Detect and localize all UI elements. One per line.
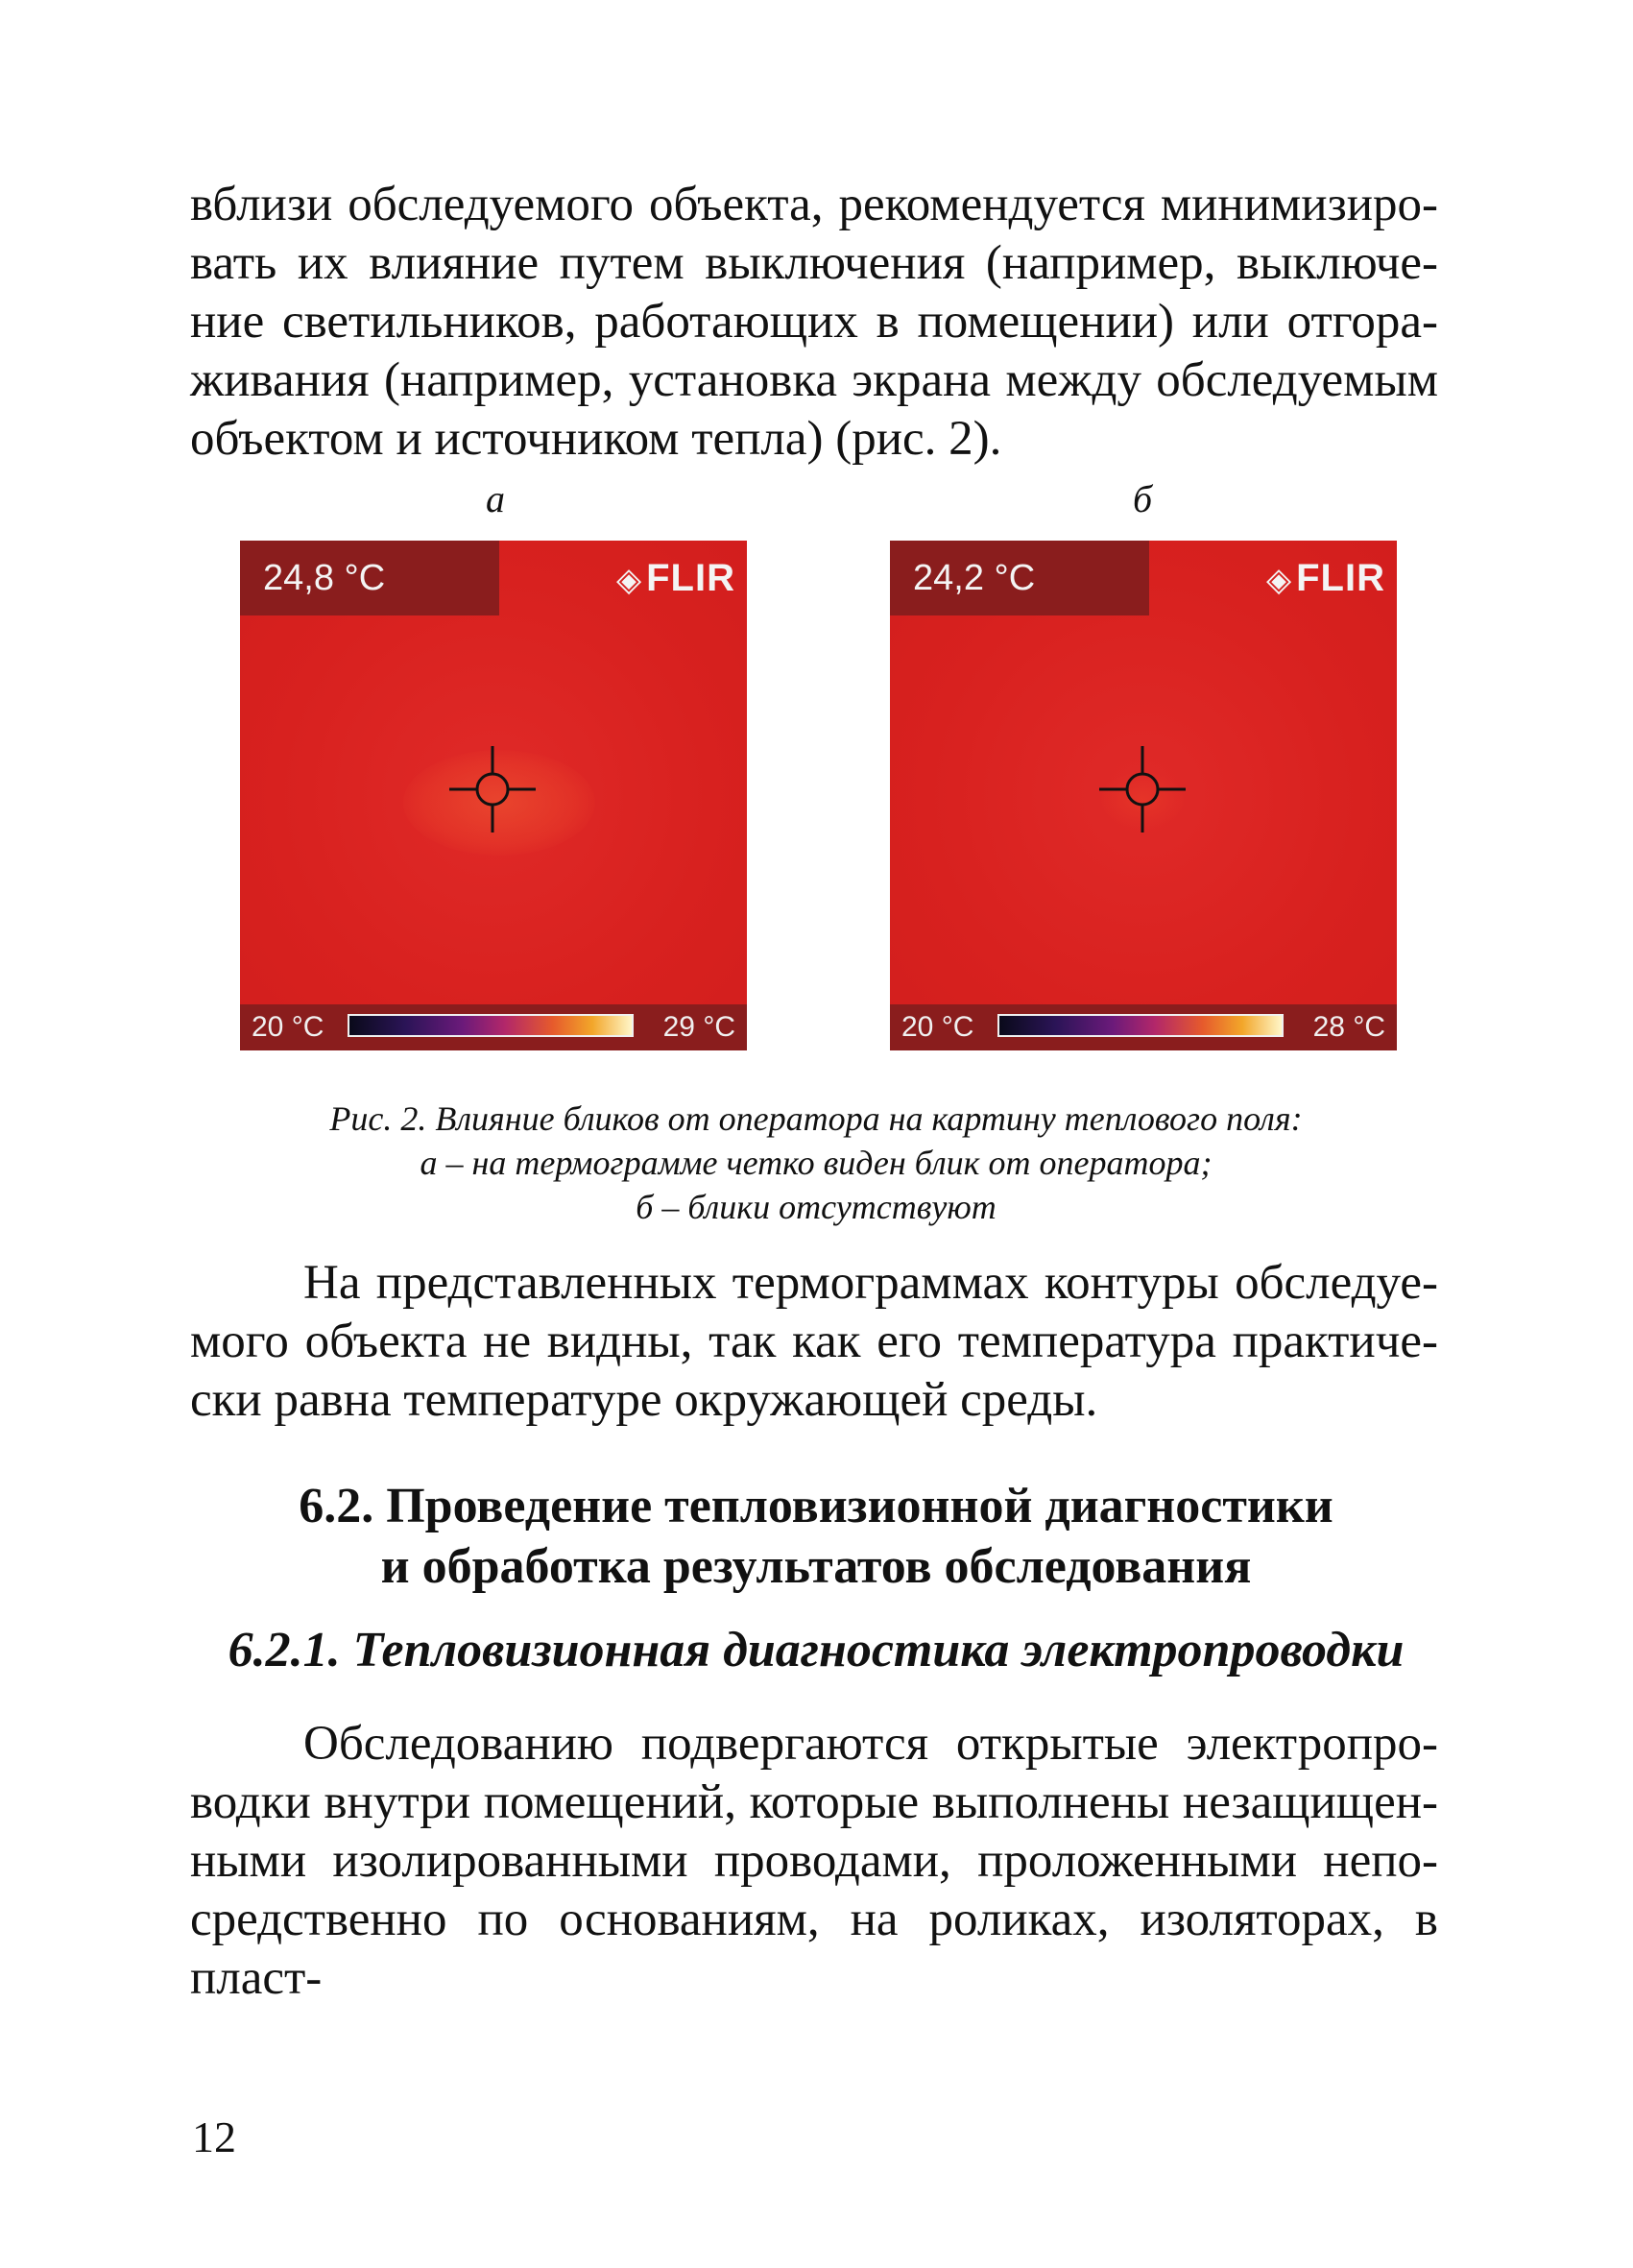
text-line: Обследованию подвергаются открытые электропро- (303, 1717, 1438, 1771)
thermogram-a (240, 541, 747, 1050)
paragraph-observation (190, 1254, 1438, 1430)
text-line: вать их влияние путем выключения (например, выключе- (190, 236, 1438, 290)
text-line: На представленных термограммах контуры обследуе- (303, 1256, 1438, 1310)
crosshair-icon (1099, 746, 1186, 832)
text-line: пласт- (190, 1951, 323, 2005)
spot-temperature: 24,8 °C (240, 541, 499, 615)
color-scale (348, 1014, 634, 1037)
text-line: ски равна температуре окружающей среды. (190, 1373, 1098, 1427)
heading-line: 6.2. Проведение тепловизионной диагностики (299, 1479, 1333, 1533)
figure-label-a: а (486, 477, 505, 520)
flir-logo-text: FLIR (1296, 557, 1385, 599)
caption-line: Рис. 2. Влияние бликов от оператора на картину теплового поля: (329, 1099, 1303, 1138)
subsection-heading: 6.2.1. Тепловизионная диагностика электропроводки (228, 1623, 1405, 1677)
section-heading (144, 1476, 1488, 1597)
scale-max-label: 29 °C (652, 1004, 747, 1050)
text-line: ными изолированными проводами, проложенными непо- (190, 1834, 1438, 1888)
paragraph-intro (190, 176, 1438, 469)
text-line: средственно по основаниям, на роликах, изоляторах, в (190, 1893, 1438, 1946)
figure-caption (144, 1097, 1488, 1229)
text-line: вблизи обследуемого объекта, рекомендуется минимизиро- (190, 178, 1438, 231)
text-line: ние светильников, работающих в помещении) или отгора- (190, 295, 1438, 349)
scale-min-label: 20 °C (240, 1004, 335, 1050)
flir-logo (1266, 554, 1385, 604)
caption-line: б – блики отсутствуют (636, 1188, 997, 1226)
color-scale (997, 1014, 1284, 1037)
flir-diamond-icon: ◈ (1265, 562, 1293, 598)
thermogram-b (890, 541, 1397, 1050)
flir-logo (616, 554, 735, 604)
scale-max-label: 28 °C (1302, 1004, 1397, 1050)
flir-diamond-icon: ◈ (615, 562, 643, 598)
text-line: живания (например, установка экрана между обследуемым (190, 353, 1438, 407)
text-line: объектом и источником тепла) (рис. 2). (190, 412, 1002, 466)
text-line: водки внутри помещений, которые выполнены незащищен- (190, 1775, 1438, 1829)
page-number: 12 (192, 2112, 236, 2161)
paragraph-wiring (190, 1715, 1438, 2008)
figure-label-b: б (1133, 477, 1153, 520)
spot-temperature: 24,2 °C (890, 541, 1149, 615)
flir-logo-text: FLIR (646, 557, 735, 599)
crosshair-icon (449, 746, 536, 832)
scale-min-label: 20 °C (890, 1004, 985, 1050)
heading-line: и обработка результатов обследования (380, 1539, 1252, 1594)
caption-line: а – на термограмме четко виден блик от оператора; (420, 1144, 1213, 1182)
text-line: мого объекта не видны, так как его температура практиче- (190, 1315, 1438, 1368)
